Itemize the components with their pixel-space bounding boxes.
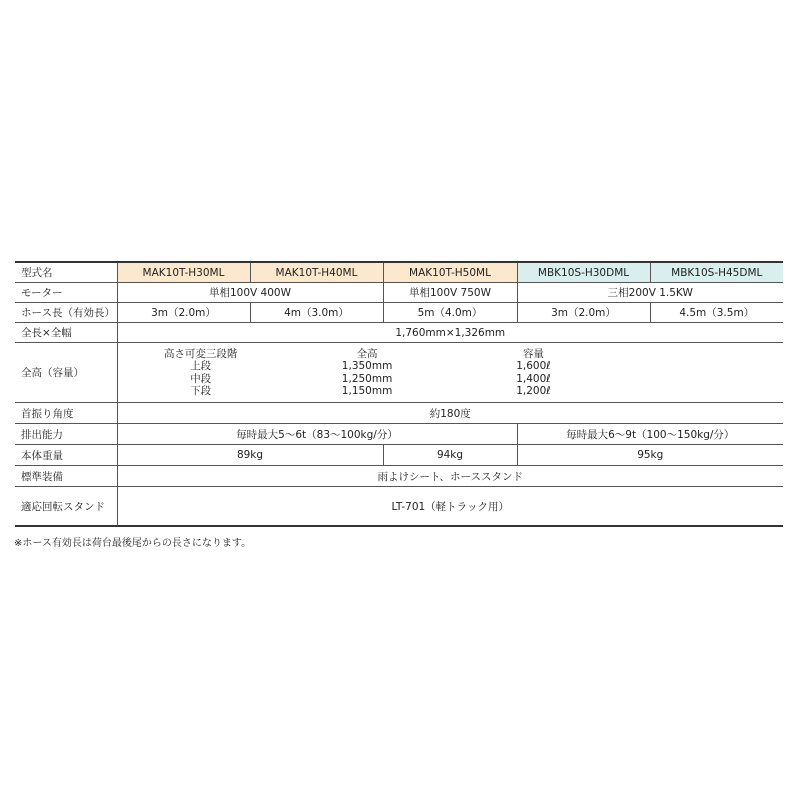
row-label: 標準装備 <box>15 466 117 487</box>
text: 1,400ℓ <box>516 372 551 385</box>
row-label: 本体重量 <box>15 445 117 466</box>
height-values <box>284 348 450 398</box>
row-hose <box>15 303 783 323</box>
row-weight <box>15 445 783 466</box>
cell: 95kg <box>517 445 783 466</box>
text: 1,600ℓ <box>516 360 551 372</box>
row-label: 排出能力 <box>15 424 117 445</box>
text: 下段 <box>190 385 212 397</box>
text: 1,250mm <box>341 372 393 385</box>
text: 上段 <box>190 360 212 372</box>
model-header: MBK10S-H30DML <box>517 262 650 283</box>
text: 1,200ℓ <box>516 385 551 397</box>
row-label: 全長×全幅 <box>15 323 117 343</box>
model-header: MBK10S-H45DML <box>650 262 783 283</box>
text: 中段 <box>190 372 212 385</box>
cell: LT-701（軽トラック用） <box>117 487 783 527</box>
cell: 94kg <box>383 445 517 466</box>
row-discharge <box>15 424 783 445</box>
row-equipment <box>15 466 783 487</box>
cell: 4.5m（3.5m） <box>650 303 783 323</box>
text: 高さ可変三段階 <box>163 347 238 360</box>
model-header: MAK10T-H40ML <box>250 262 383 283</box>
row-swing <box>15 403 783 424</box>
footnote: ※ホース有効長は荷台最後尾からの長さになります。 <box>14 538 252 549</box>
row-label: ホース長（有効長） <box>15 303 117 323</box>
row-dimensions <box>15 323 783 343</box>
row-label: 適応回転スタンド <box>15 487 117 527</box>
row-model <box>15 262 783 283</box>
row-label: 型式名 <box>15 262 117 283</box>
cell: 単相100V 400W <box>117 283 383 303</box>
model-header: MAK10T-H50ML <box>383 262 517 283</box>
cell: 5m（4.0m） <box>383 303 517 323</box>
row-label: モーター <box>15 283 117 303</box>
cell: 毎時最大6〜9t（100〜150kg/分） <box>517 424 783 445</box>
spec-table <box>15 261 783 527</box>
text: 1,350mm <box>341 360 393 372</box>
text: 1,150mm <box>341 385 393 397</box>
cell: 4m（3.0m） <box>250 303 383 323</box>
row-stand <box>15 487 783 527</box>
cell: 毎時最大5〜6t（83〜100kg/分） <box>117 424 517 445</box>
height-levels <box>118 348 284 398</box>
cell <box>117 343 783 403</box>
cell: 約180度 <box>117 403 783 424</box>
cell: 1,760mm×1,326mm <box>117 323 783 343</box>
model-header: MAK10T-H30ML <box>117 262 250 283</box>
text: 容量 <box>522 347 544 360</box>
cell: 3m（2.0m） <box>517 303 650 323</box>
cell: 3m（2.0m） <box>117 303 250 323</box>
row-height <box>15 343 783 403</box>
row-label: 首振り角度 <box>15 403 117 424</box>
cell: 89kg <box>117 445 383 466</box>
capacity-values <box>450 348 616 398</box>
row-motor <box>15 283 783 303</box>
row-label: 全高（容量） <box>15 343 117 403</box>
cell: 雨よけシート、ホーススタンド <box>117 466 783 487</box>
text: 全高 <box>356 347 378 360</box>
cell: 三相200V 1.5KW <box>517 283 783 303</box>
cell: 単相100V 750W <box>383 283 517 303</box>
